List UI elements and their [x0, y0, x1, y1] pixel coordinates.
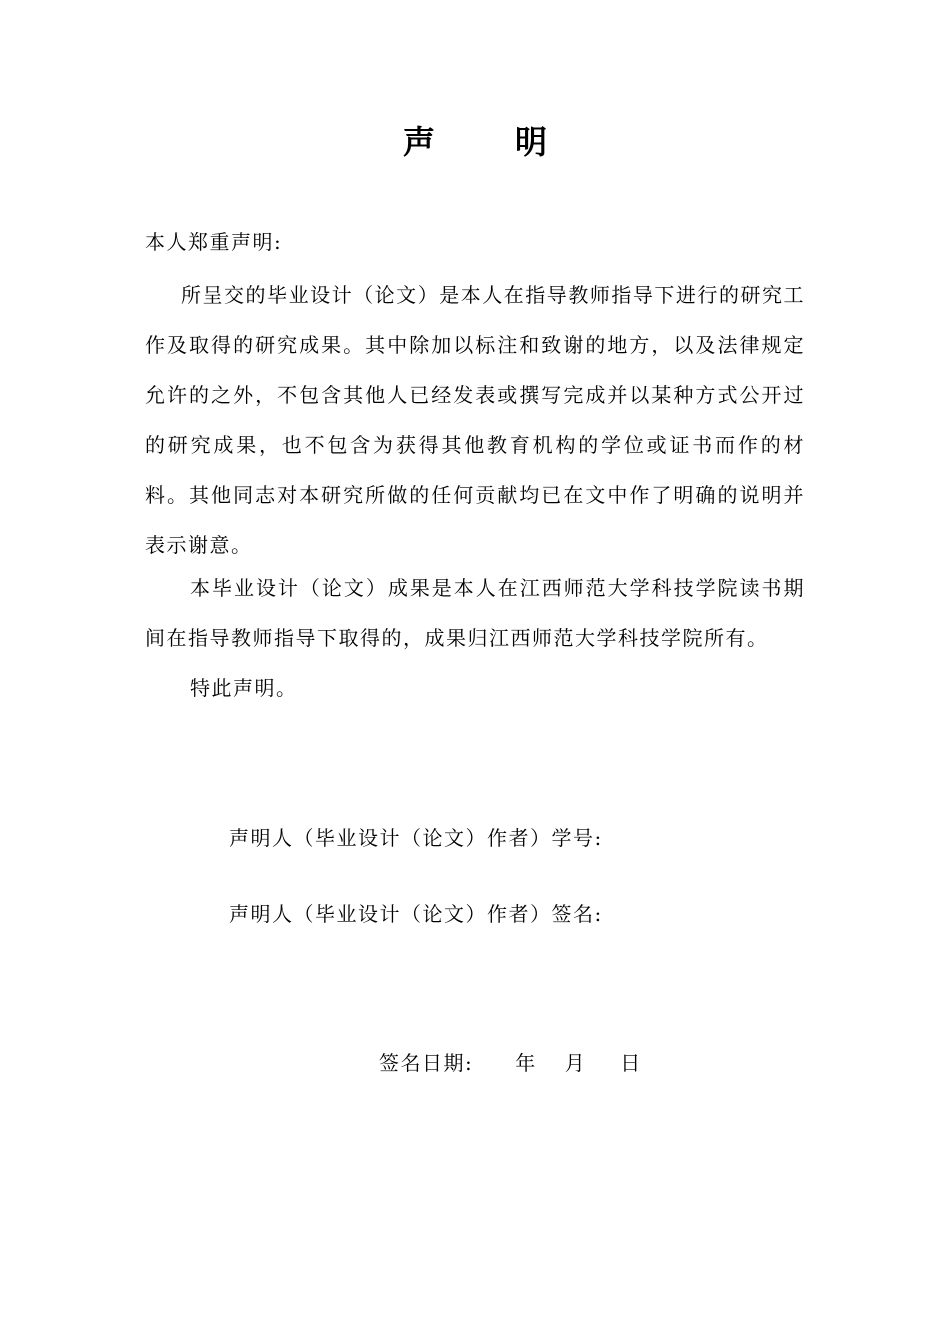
date-label: 签名日期:	[379, 1051, 474, 1075]
month-label: 月	[564, 1051, 587, 1075]
declaration-paragraph-1: 所呈交的毕业设计（论文）是本人在指导教师指导下进行的研究工作及取得的研究成果。其中除加以标注和致谢的地方，以及法律规定允许的之外，不包含其他人已经发表或撰写完成并以某种方式公开过的研究成果，也不包含为获得其他教育机构的学位或证书而作的材料。其他同志对本研究所做的任何贡献均已在文中作了明确的说明并表示谢意。	[145, 283, 805, 557]
title-char-1: 声	[402, 123, 435, 161]
student-id-field-label: 声明人（毕业设计（论文）作者）学号:	[229, 826, 603, 850]
signature-field-label: 声明人（毕业设计（论文）作者）签名:	[229, 902, 603, 926]
page-title	[0, 118, 950, 166]
declaration-paragraph-3: 特此声明。	[190, 676, 298, 700]
year-label: 年	[515, 1051, 537, 1075]
day-label: 日	[620, 1051, 642, 1075]
intro-text: 本人郑重声明:	[145, 230, 283, 254]
signature-date-line	[379, 1047, 642, 1079]
title-char-2: 明	[515, 123, 548, 161]
declaration-paragraph-2: 本毕业设计（论文）成果是本人在江西师范大学科技学院读书期间在指导教师指导下取得的，成果归江西师范大学科技学院所有。	[145, 576, 805, 650]
